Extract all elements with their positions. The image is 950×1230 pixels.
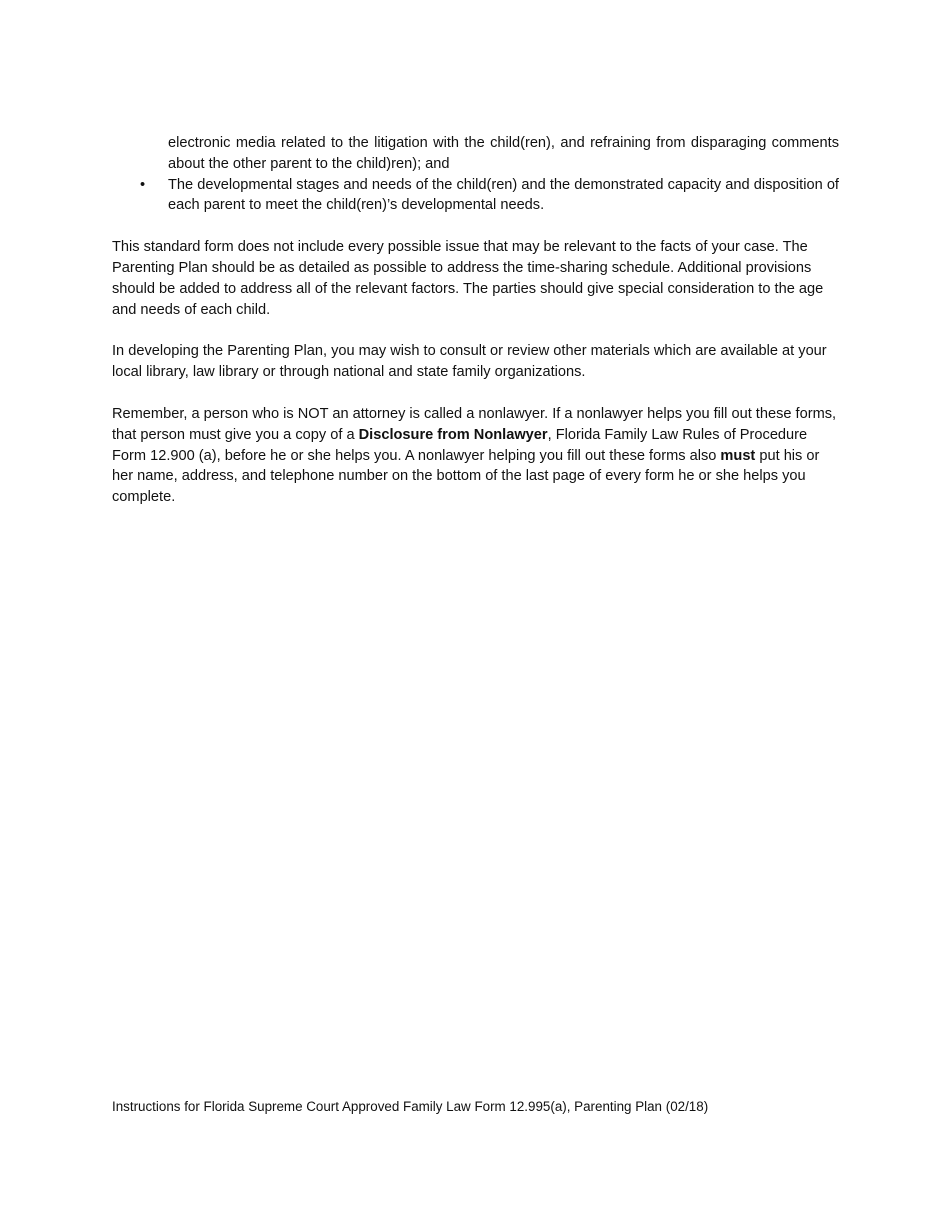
bullet-item-text: The developmental stages and needs of the child(ren) and the demonstrated capacity and disposition of each parent to meet the child(ren)’s developmental needs. — [168, 176, 839, 214]
paragraph-developing-plan — [112, 341, 839, 383]
must-emphasis: must — [720, 447, 756, 464]
nonlawyer-text-part1: Remember, a person who is NOT an attorney is called a nonlawyer. If a nonlawyer helps you fill out these forms, that person must give you a copy of a — [112, 405, 837, 443]
paragraph-nonlawyer-notice — [112, 404, 839, 508]
paragraph-standard-form-text: This standard form does not include every possible issue that may be relevant to the facts of your case. The Parenting Plan should be as detailed as possible to address the time-sharing schedule. Additional provisions should be added to address all of the relevant factors. The parties should give special consideration to the age and needs of each child. — [112, 239, 824, 318]
nonlawyer-text-part3: put his or her name, address, and telephone number on the bottom of the last page of every form he or she helps you complete. — [112, 447, 820, 506]
nonlawyer-text-part2: , Florida Family Law Rules of Procedure Form 12.900 (a), before he or she helps you. A nonlawyer helping you fill out these forms also — [112, 426, 808, 464]
bullet-continuation-text: electronic media related to the litigation with the child(ren), and refraining from disparaging comments about the other parent to the child)ren); and — [168, 135, 839, 172]
paragraph-developing-plan-text: In developing the Parenting Plan, you may wish to consult or review other materials which are available at your local library, law library or through national and state family organizations. — [112, 343, 827, 381]
bullet-icon: • — [140, 176, 146, 193]
paragraph-standard-form — [112, 237, 839, 320]
page-content — [112, 133, 839, 508]
page-footer: Instructions for Florida Supreme Court Approved Family Law Form 12.995(a), Parenting Plan (02/18) — [112, 1099, 709, 1114]
bullet-item-developmental-needs — [140, 175, 839, 217]
paragraph-nonlawyer-notice-text — [112, 404, 839, 508]
disclosure-form-name: Disclosure from Nonlawyer — [358, 426, 548, 443]
bullet-list — [112, 133, 839, 216]
